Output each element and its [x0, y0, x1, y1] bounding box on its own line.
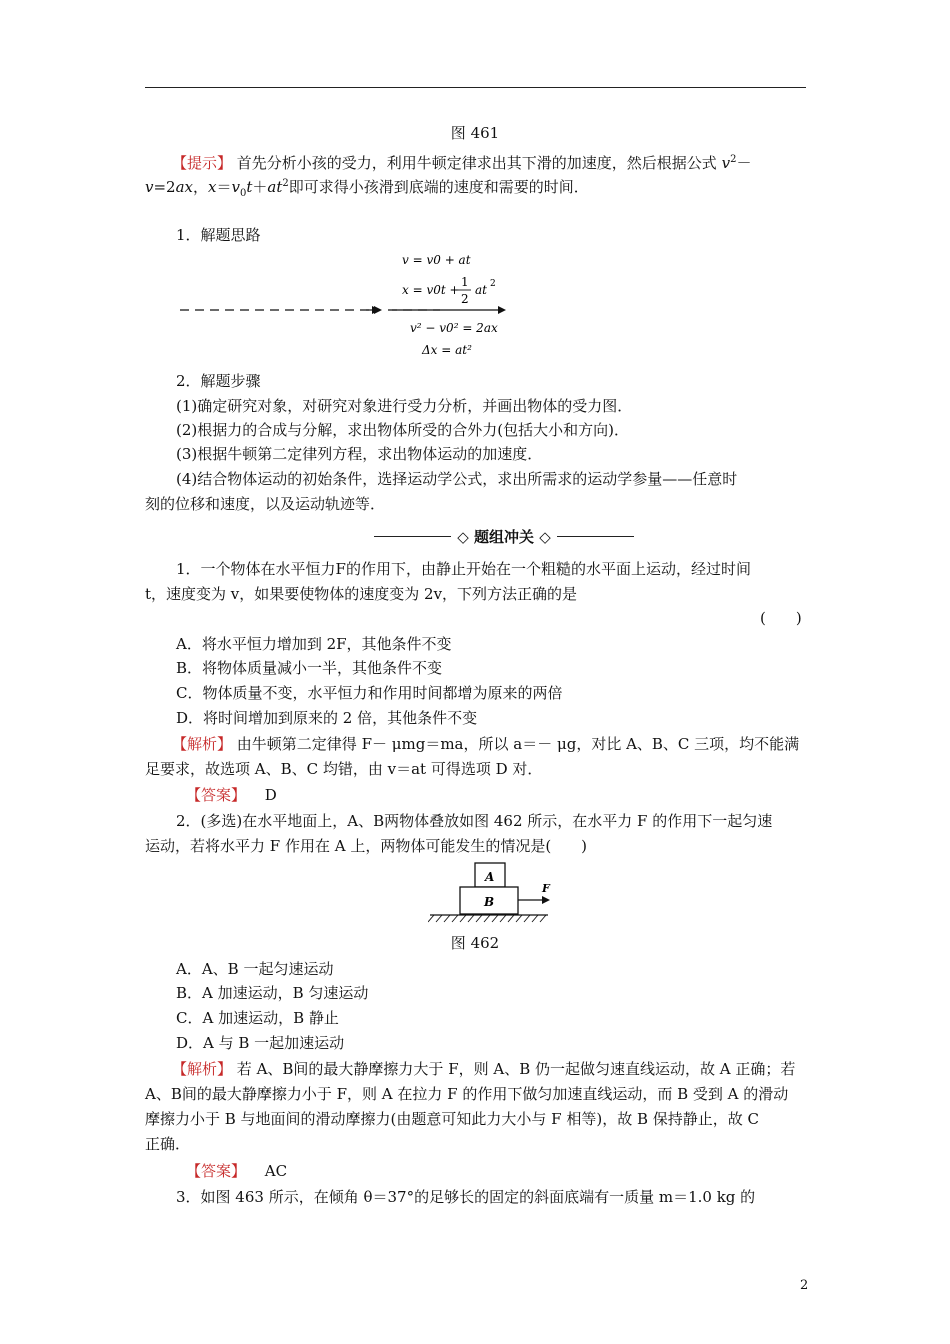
formula-sup-2b: 2	[282, 178, 289, 189]
q2-line-1: 2．(多选)在水平地面上，A、B两物体叠放如图 462 所示，在水平力 F 的作用下一起匀速	[176, 812, 773, 830]
formula-line-2-num: 1	[461, 275, 469, 289]
q2-answer-line	[186, 1160, 287, 1182]
formula-line-2b: at	[475, 283, 487, 297]
q1-option-a: A．将水平恒力增加到 2F，其他条件不变	[176, 635, 452, 653]
q2-answer-tag: 【答案】	[186, 1162, 247, 1180]
formula-line-4: Δx = at²	[422, 343, 472, 357]
section-divider	[374, 526, 634, 547]
hint-line-1	[172, 149, 751, 174]
q1-option-b: B．将物体质量减小一半，其他条件不变	[176, 659, 443, 677]
figure-462-caption: 图 462	[450, 934, 500, 952]
step-4: (4)结合物体运动的初始条件，选择运动学公式，求出所需求的运动学参量——任意时	[176, 470, 738, 488]
formula-line-2-den: 2	[461, 292, 469, 306]
hint-line-2	[145, 173, 589, 205]
q1-analysis-text-1: 由牛顿第二定律得 F－ μmg＝ma，所以 a＝－ μg，对比 A、B、C 三项，均不能满	[236, 735, 800, 753]
header-rule	[145, 87, 806, 88]
formula-line-3: v² − v0² = 2ax	[410, 321, 498, 335]
q1-analysis-tag: 【解析】	[172, 735, 233, 753]
formula-line-1: v = v0 + at	[402, 253, 471, 267]
force-label: F	[542, 882, 550, 895]
ground-hatching	[428, 915, 546, 922]
hint-text-1: 首先分析小孩的受力，利用牛顿定律求出其下滑的加速度，然后根据公式	[236, 154, 722, 172]
formula-sub-0: 0	[240, 188, 247, 199]
q2-line-2: 运动，若将水平力 F 作用在 A 上，两物体可能发生的情况是( )	[145, 837, 588, 855]
formula-v: v	[721, 154, 731, 172]
divider-bar-right	[557, 536, 634, 537]
page-number: 2	[800, 1278, 809, 1293]
formula-t: t	[246, 178, 253, 196]
q1-answer-tag: 【答案】	[186, 786, 247, 804]
figure-461-caption: 图 461	[450, 124, 500, 142]
step-3: (3)根据牛顿第二定律列方程，求出物体运动的加速度．	[176, 445, 543, 463]
q1-answer-value: D	[264, 786, 277, 804]
q1-answer-paren: ( )	[760, 609, 802, 627]
q2-analysis-line-4: 正确．	[145, 1135, 191, 1153]
q2-option-a: A．A、B 一起匀速运动	[176, 960, 334, 978]
q1-analysis-line-2: 足要求，故选项 A、B、C 均错，由 v＝at 可得选项 D 对．	[145, 760, 543, 778]
formula-at: at	[267, 178, 283, 196]
step-2: (2)根据力的合成与分解，求出物体所受的合外力(包括大小和方向)．	[176, 421, 629, 439]
force-arrow-head	[542, 896, 550, 904]
divider-bar-left	[374, 536, 451, 537]
hint-text-4: 即可求得小孩滑到底端的速度和需要的时间．	[288, 178, 589, 196]
formula-ax: ax	[175, 178, 194, 196]
q2-option-b: B．A 加速运动，B 匀速运动	[176, 984, 369, 1002]
hint-text-3: ，	[193, 178, 209, 196]
q2-analysis-line-1	[172, 1058, 795, 1080]
q1-line-1: 1．一个物体在水平恒力F的作用下，由静止开始在一个粗糙的水平面上运动，经过时间	[176, 560, 751, 578]
q1-line-2: t，速度变为 v，如果要使物体的速度变为 2v，下列方法正确的是	[145, 585, 578, 603]
q2-option-d: D．A 与 B 一起加速运动	[176, 1034, 345, 1052]
step-1: (1)确定研究对象，对研究对象进行受力分析，并画出物体的受力图．	[176, 397, 633, 415]
hint-tag: 【提示】	[172, 154, 233, 172]
figure-462-diagram	[428, 860, 558, 926]
q1-answer-line	[186, 784, 277, 806]
solution-flow-diagram	[176, 248, 516, 360]
step-4-cont: 刻的位移和速度，以及运动轨迹等．	[145, 495, 386, 513]
formula-v0: v	[231, 178, 240, 196]
divider-title: ◇ 题组冲关 ◇	[457, 528, 551, 546]
formula-line-2a: x = v0t +	[402, 283, 460, 297]
hint-text-2: =2	[153, 178, 176, 196]
q2-analysis-line-3: 摩擦力小于 B 与地面间的滑动摩擦力(由题意可知此力大小与 F 相等)，故 B 保持静止，故 C	[145, 1110, 760, 1128]
q2-option-c: C．A 加速运动，B 静止	[176, 1009, 339, 1027]
q1-analysis-line-1	[172, 733, 799, 755]
q3-line-1: 3．如图 463 所示，在倾角 θ＝37°的足够长的固定的斜面底端有一质量 m＝1.0 kg 的	[176, 1188, 756, 1206]
formula-line-2-sup: 2	[490, 279, 496, 289]
formula-eq: ＝	[216, 178, 232, 196]
section-1-title: 1．解题思路	[176, 226, 261, 244]
formula-v-2: v	[145, 178, 154, 196]
arrow-head-left	[374, 306, 382, 314]
section-2-title: 2．解题步骤	[176, 372, 261, 390]
block-a-label: A	[485, 870, 495, 884]
formula-sup-2: 2	[730, 154, 737, 165]
q1-option-c: C．物体质量不变，水平恒力和作用时间都增为原来的两倍	[176, 684, 563, 702]
formula-minus: －	[736, 154, 752, 172]
block-b-label: B	[484, 895, 495, 909]
formula-x: x	[208, 178, 217, 196]
arrow-head-right	[498, 306, 506, 314]
formula-plus: ＋	[252, 178, 268, 196]
q2-answer-value: AC	[264, 1162, 288, 1180]
q2-analysis-text-1: 若 A、B间的最大静摩擦力大于 F，则 A、B 仍一起做匀速直线运动，故 A 正确；若	[236, 1060, 796, 1078]
q2-analysis-tag: 【解析】	[172, 1060, 233, 1078]
q2-analysis-line-2: A、B间的最大静摩擦力小于 F，则 A 在拉力 F 的作用下做匀加速直线运动，而 B 受到 A 的滑动	[145, 1085, 789, 1103]
q1-option-d: D．将时间增加到原来的 2 倍，其他条件不变	[176, 709, 478, 727]
